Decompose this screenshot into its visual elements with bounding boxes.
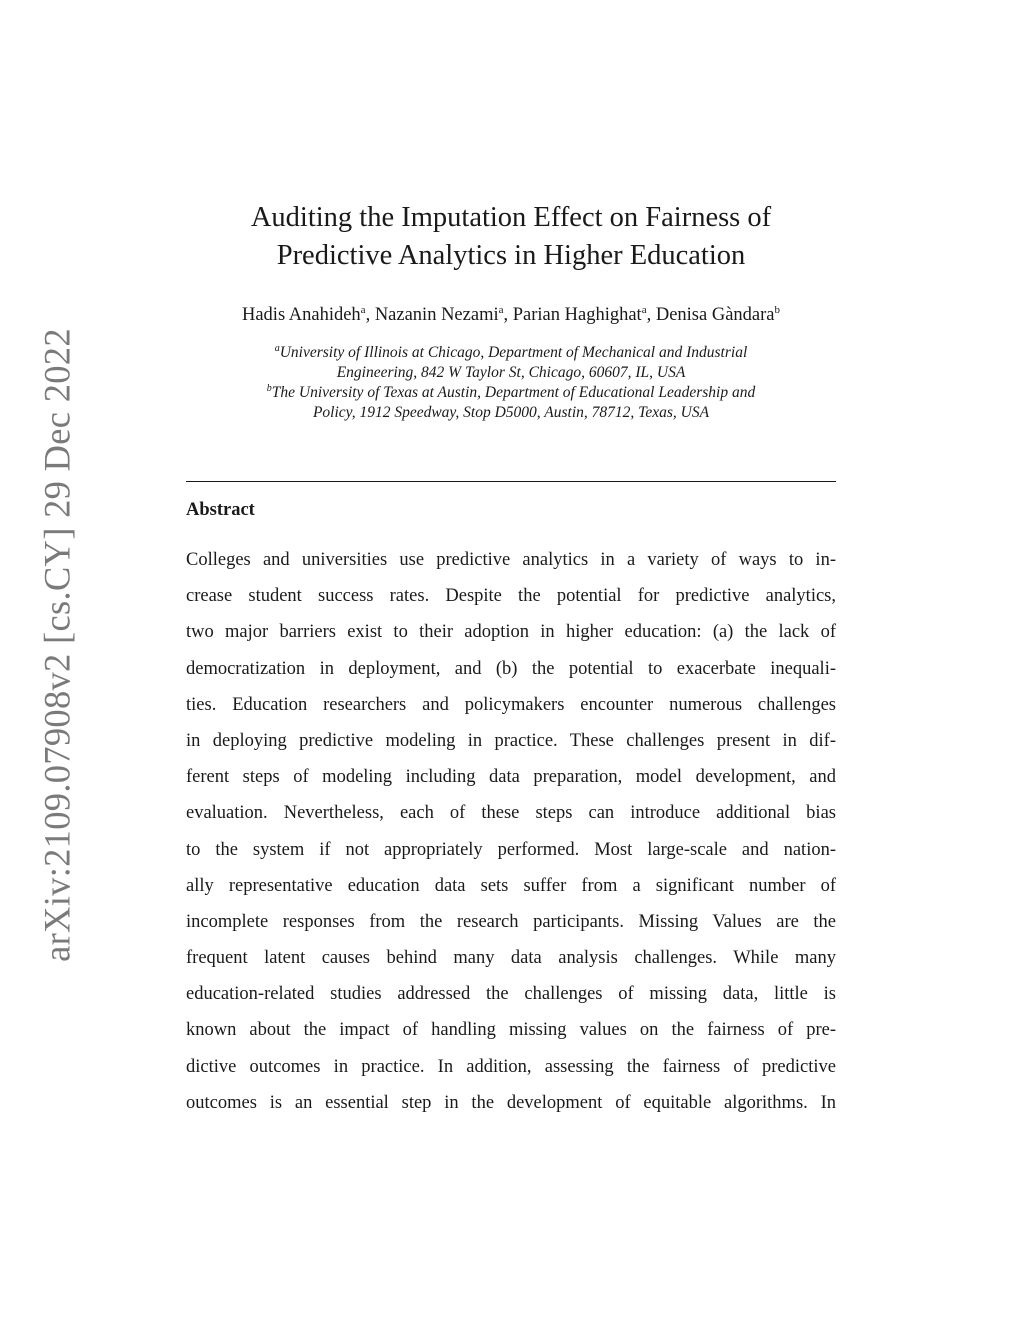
abstract-line: democratization in deployment, and (b) the potential to exacerbate inequali- xyxy=(186,658,836,679)
affiliation-mark: b xyxy=(266,383,272,394)
author-separator: , xyxy=(503,305,513,325)
author-separator: , xyxy=(646,305,656,325)
affiliation-text: University of Illinois at Chicago, Department of Mechanical and Industrial xyxy=(279,344,748,361)
abstract-line: dictive outcomes in practice. In addition, assessing the fairness of predictive xyxy=(186,1056,836,1077)
affiliation-mark: a xyxy=(274,343,280,354)
abstract-line: evaluation. Nevertheless, each of these steps can introduce additional bias xyxy=(186,803,836,824)
abstract-line: outcomes is an essential step in the development of equitable algorithms. In xyxy=(186,1092,836,1113)
abstract-line: incomplete responses from the research participants. Missing Values are the xyxy=(186,911,836,932)
author xyxy=(242,305,375,325)
horizontal-rule xyxy=(186,481,836,482)
affiliation xyxy=(160,383,862,423)
author xyxy=(656,305,780,325)
title-line: Auditing the Imputation Effect on Fairness of xyxy=(250,202,772,233)
author-name: Parian Haghighat xyxy=(512,305,642,325)
abstract-line: frequent latent causes behind many data analysis challenges. While many xyxy=(186,948,836,969)
title-block xyxy=(186,199,836,275)
abstract-line: education-related studies addressed the challenges of missing data, little is xyxy=(186,984,836,1005)
author xyxy=(375,305,513,325)
abstract-line: two major barriers exist to their adoption in higher education: (a) the lack of xyxy=(186,622,836,643)
author-name: Nazanin Nezami xyxy=(374,305,499,325)
abstract-line: Colleges and universities use predictive analytics in a variety of ways to in- xyxy=(186,550,836,570)
abstract-line: in deploying predictive modeling in practice. These challenges present in dif- xyxy=(186,730,836,751)
paper-title xyxy=(186,199,836,275)
author-separator: , xyxy=(365,305,375,325)
abstract-line: to the system if not appropriately performed. Most large-scale and nation- xyxy=(186,839,836,860)
affiliation-line: Engineering, 842 W Taylor St, Chicago, 60607, IL, USA xyxy=(336,364,686,381)
affiliation-line xyxy=(160,383,862,403)
affiliation xyxy=(160,343,862,383)
affiliation-list xyxy=(160,343,862,423)
abstract-line: crease student success rates. Despite the potential for predictive analytics, xyxy=(186,586,836,607)
abstract-body xyxy=(186,542,836,1121)
abstract-line: ferent steps of modeling including data preparation, model development, and xyxy=(186,767,836,788)
abstract-line: ties. Education researchers and policymakers encounter numerous challenges xyxy=(186,694,836,715)
abstract-line: known about the impact of handling missing values on the fairness of pre- xyxy=(186,1020,836,1041)
affiliation-line xyxy=(160,343,862,363)
affiliation-line: Policy, 1912 Speedway, Stop D5000, Austin, 78712, Texas, USA xyxy=(312,404,710,421)
affiliation-text: The University of Texas at Austin, Department of Educational Leadership and xyxy=(271,384,756,401)
abstract-heading: Abstract xyxy=(186,500,255,520)
affiliation-mark: b xyxy=(774,304,780,316)
author-list xyxy=(160,302,862,328)
affiliation-mark: a xyxy=(498,304,504,316)
title-line: Predictive Analytics in Higher Education xyxy=(276,240,746,271)
affiliation-mark: a xyxy=(641,304,647,316)
abstract-line: ally representative education data sets suffer from a significant number of xyxy=(186,875,836,896)
author-name: Hadis Anahideh xyxy=(241,305,361,325)
author xyxy=(513,305,656,325)
affiliation-mark: a xyxy=(360,304,366,316)
arxiv-identifier: arXiv:2109.07908v2 [cs.CY] 29 Dec 2022 xyxy=(36,328,78,962)
author-name: Denisa Gàndara xyxy=(655,305,775,325)
